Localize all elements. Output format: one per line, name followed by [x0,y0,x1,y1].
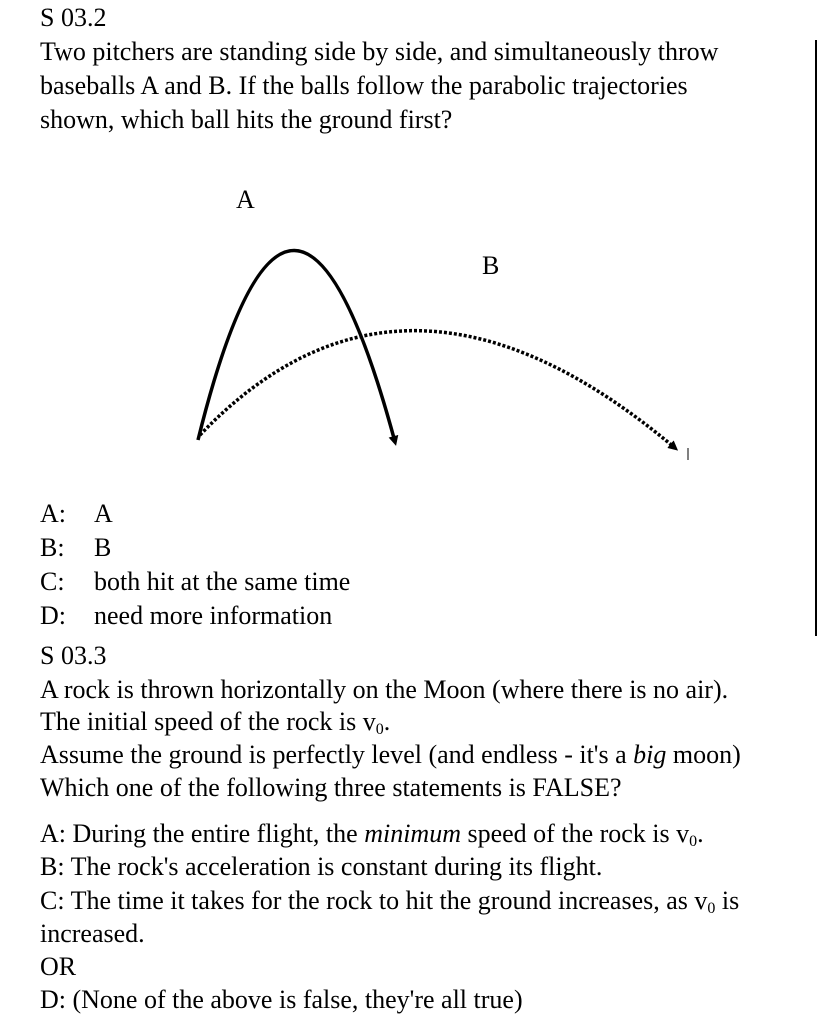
answer-option-d [40,600,332,632]
or-separator: OR [40,952,77,981]
statement-c-continued: increased. [40,919,145,948]
option-letter: A: [40,499,66,528]
option-letter: D: [40,601,66,630]
label-b: B [482,251,500,280]
question-text-line: A rock is thrown horizontally on the Moon (where there is no air). [40,675,729,704]
option-text: need more information [94,601,333,630]
statement-b: B: The rock's acceleration is constant during its flight. [40,852,603,881]
trajectory-diagram [180,180,720,470]
option-letter: B: [40,533,65,562]
question-text-line: baseballs A and B. If the balls follow the parabolic trajectories [40,71,688,100]
option-text: A [94,499,113,528]
question-text-line: Assume the ground is perfectly level (and endless - it's a big moon) [40,740,741,769]
option-text: B [94,533,112,562]
statement-d: D: (None of the above is false, they're all true) [40,985,523,1014]
option-text: both hit at the same time [94,567,351,596]
page-edge-line [815,40,817,636]
answer-option-c [40,566,350,598]
question-text-line: Which one of the following three statements is FALSE? [40,773,622,802]
question-number: S 03.2 [40,3,107,32]
answer-option-a [40,498,113,530]
question-text-line: shown, which ball hits the ground first? [40,105,453,134]
trajectory-b-curve [200,331,675,448]
option-letter: C: [40,567,65,596]
statement-c: C: The time it takes for the rock to hit the ground increases, as $v_0$ is [40,886,740,917]
label-a: A [236,185,255,214]
question-text-line: The initial speed of the rock is $v_0$. [40,707,391,738]
answer-option-b [40,532,111,564]
statement-a: A: During the entire flight, the minimum speed of the rock is $v_0$. [40,819,704,850]
trajectory-a-curve [198,250,395,442]
question-number: S 03.3 [40,641,107,670]
question-text-line: Two pitchers are standing side by side, and simultaneously throw [40,37,719,66]
